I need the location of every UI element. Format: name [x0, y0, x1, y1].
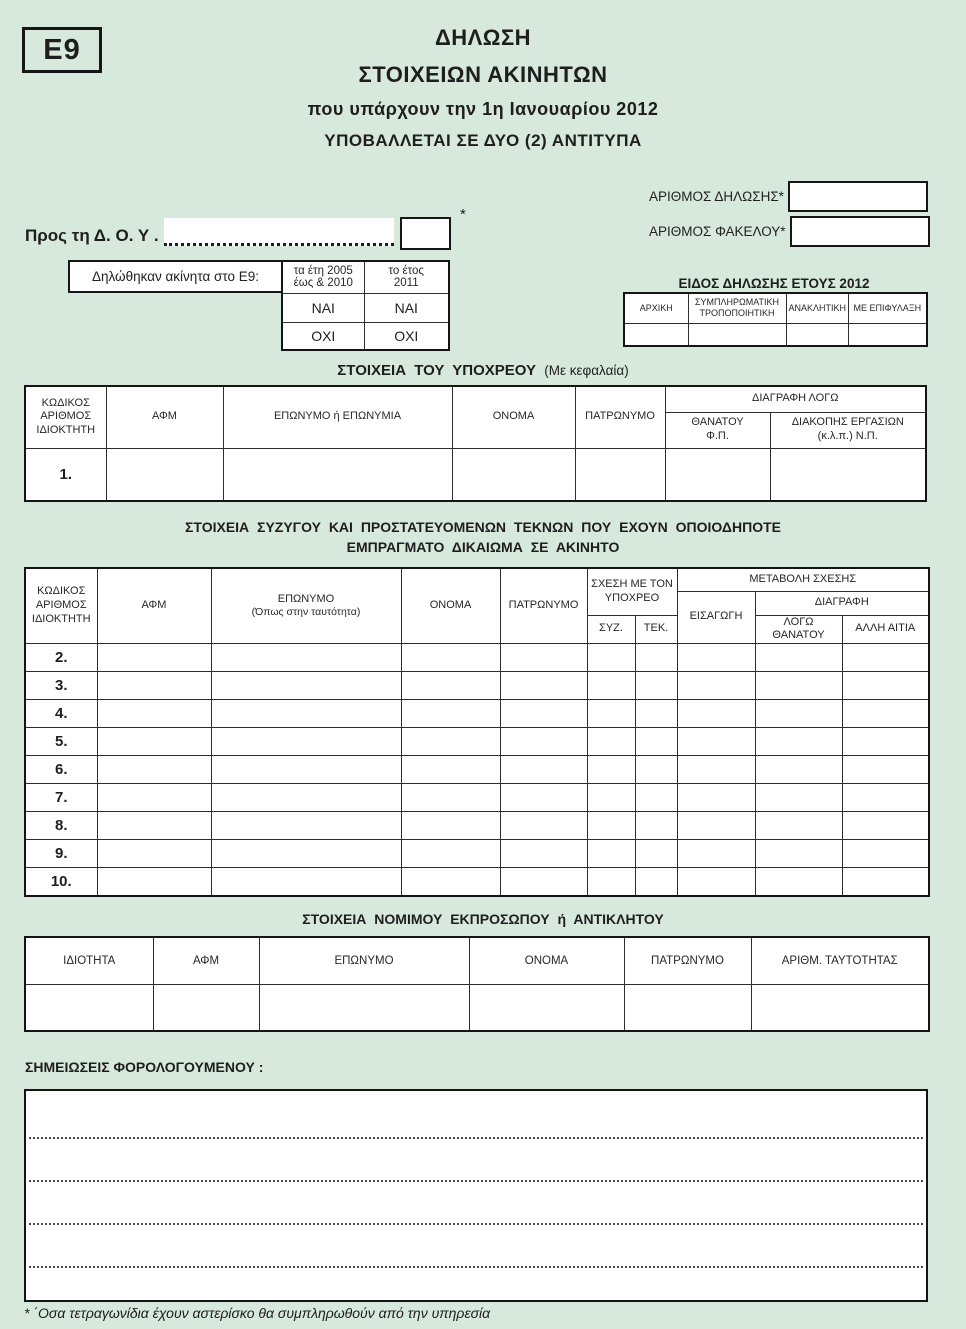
- row-number: 1.: [25, 448, 106, 501]
- empty-cell[interactable]: [755, 812, 842, 840]
- obligor-col-patronym: ΠΑΤΡΩΝΥΜΟ: [575, 386, 665, 448]
- declaration-number-row: [649, 181, 928, 212]
- spouse-col-relation: ΣΧΕΣΗ ΜΕ ΤΟΝ ΥΠΟΧΡΕΟ: [587, 568, 677, 615]
- empty-cell[interactable]: [587, 644, 635, 672]
- spouse-section-title-line2: ΕΜΠΡΑΓΜΑΤΟ ΔΙΚΑΙΩΜΑ ΣΕ ΑΚΙΝΗΤΟ: [346, 539, 620, 555]
- empty-cell[interactable]: [500, 784, 587, 812]
- empty-cell[interactable]: [587, 700, 635, 728]
- row-number: 9.: [25, 840, 97, 868]
- empty-cell[interactable]: [751, 984, 929, 1031]
- empty-cell[interactable]: [259, 984, 469, 1031]
- obligor-death-cell[interactable]: [665, 448, 770, 501]
- notes-write-line: [29, 1266, 923, 1268]
- empty-cell[interactable]: [401, 868, 500, 896]
- obligor-section-title: ΣΤΟΙΧΕΙΑ ΤΟΥ ΥΠΟΧΡΕΟΥ (Με κεφαλαία): [337, 362, 629, 379]
- empty-cell[interactable]: [401, 700, 500, 728]
- spouse-col-relation-change: ΜΕΤΑΒΟΛΗ ΣΧΕΣΗΣ: [677, 568, 929, 591]
- declared-e9-label: Δηλώθηκαν ακίνητα στο Ε9:: [68, 260, 283, 293]
- notes-write-line: [29, 1223, 923, 1225]
- spouse-col-patronym: ΠΑΤΡΩΝΥΜΟ: [500, 568, 587, 644]
- table-row: [25, 644, 929, 672]
- spouse-col-deletion: ΔΙΑΓΡΑΦΗ: [755, 591, 929, 615]
- obligor-col-name: ΟΝΟΜΑ: [452, 386, 575, 448]
- row-number: 4.: [25, 700, 97, 728]
- decltype-initial-cell[interactable]: [624, 323, 688, 346]
- doy-code-box[interactable]: [400, 217, 451, 250]
- empty-cell[interactable]: [677, 672, 755, 700]
- empty-cell[interactable]: [153, 984, 259, 1031]
- empty-cell[interactable]: [500, 868, 587, 896]
- empty-cell[interactable]: [97, 812, 211, 840]
- empty-cell[interactable]: [401, 728, 500, 756]
- table-row: [25, 672, 929, 700]
- empty-cell[interactable]: [635, 784, 677, 812]
- empty-cell[interactable]: [755, 840, 842, 868]
- empty-cell[interactable]: [97, 784, 211, 812]
- obligor-col-death: ΘΑΝΑΤΟΥ Φ.Π.: [665, 412, 770, 448]
- empty-cell[interactable]: [635, 840, 677, 868]
- table-row: [25, 784, 929, 812]
- decltype-revocatory-cell[interactable]: [786, 323, 849, 346]
- empty-cell[interactable]: [500, 840, 587, 868]
- declared-2005-yes-option[interactable]: ΝΑΙ: [282, 293, 364, 322]
- obligor-name-cell[interactable]: [452, 448, 575, 501]
- table-row: [25, 812, 929, 840]
- empty-cell[interactable]: [755, 672, 842, 700]
- empty-cell[interactable]: [587, 868, 635, 896]
- table-row: [25, 840, 929, 868]
- obligor-col-surname: ΕΠΩΝΥΜΟ ή ΕΠΩΝΥΜΙΑ: [223, 386, 452, 448]
- empty-cell[interactable]: [211, 868, 401, 896]
- doy-asterisk: *: [460, 206, 466, 223]
- rep-col-patronym: ΠΑΤΡΩΝΥΜΟ: [624, 937, 751, 984]
- empty-cell[interactable]: [842, 784, 929, 812]
- empty-cell[interactable]: [635, 644, 677, 672]
- empty-cell[interactable]: [635, 728, 677, 756]
- taxpayer-notes-area[interactable]: [24, 1089, 928, 1302]
- row-number: 3.: [25, 672, 97, 700]
- row-number: 7.: [25, 784, 97, 812]
- empty-cell[interactable]: [500, 812, 587, 840]
- doy-name-field[interactable]: [164, 218, 394, 246]
- empty-cell[interactable]: [624, 984, 751, 1031]
- empty-cell[interactable]: [97, 840, 211, 868]
- declared-2005-no-option[interactable]: ΟΧΙ: [282, 322, 364, 350]
- empty-cell[interactable]: [211, 840, 401, 868]
- empty-cell[interactable]: [500, 728, 587, 756]
- decltype-col-initial: ΑΡΧΙΚΗ: [624, 293, 688, 323]
- rep-col-surname: ΕΠΩΝΥΜΟ: [259, 937, 469, 984]
- empty-cell[interactable]: [211, 812, 401, 840]
- empty-cell[interactable]: [842, 812, 929, 840]
- declared-2011-yes-option[interactable]: ΝΑΙ: [364, 293, 449, 322]
- obligor-col-owner-code: ΚΩΔΙΚΟΣ ΑΡΙΘΜΟΣ ΙΔΙΟΚΤΗΤΗ: [25, 386, 106, 448]
- spouse-col-child: ΤΕΚ.: [635, 615, 677, 644]
- spouse-col-surname: ΕΠΩΝΥΜΟ (Όπως στην ταυτότητα): [211, 568, 401, 644]
- spouse-col-name: ΟΝΟΜΑ: [401, 568, 500, 644]
- notes-write-line: [29, 1180, 923, 1182]
- empty-cell[interactable]: [401, 756, 500, 784]
- empty-cell[interactable]: [587, 728, 635, 756]
- empty-cell[interactable]: [211, 672, 401, 700]
- empty-cell[interactable]: [211, 784, 401, 812]
- empty-cell[interactable]: [401, 784, 500, 812]
- form-title-line3: που υπάρχουν την 1η Ιανουαρίου 2012: [307, 99, 659, 119]
- empty-cell[interactable]: [97, 868, 211, 896]
- declaration-number-field[interactable]: [788, 181, 928, 212]
- rep-col-afm: ΑΦΜ: [153, 937, 259, 984]
- empty-cell[interactable]: [97, 644, 211, 672]
- empty-cell[interactable]: [842, 644, 929, 672]
- empty-cell[interactable]: [677, 728, 755, 756]
- empty-cell[interactable]: [635, 672, 677, 700]
- empty-cell[interactable]: [587, 840, 635, 868]
- empty-cell[interactable]: [211, 700, 401, 728]
- empty-cell[interactable]: [677, 644, 755, 672]
- empty-cell[interactable]: [635, 700, 677, 728]
- empty-cell[interactable]: [587, 812, 635, 840]
- empty-cell[interactable]: [401, 840, 500, 868]
- table-row: [25, 868, 929, 896]
- empty-cell[interactable]: [97, 756, 211, 784]
- spouse-col-owner-code: ΚΩΔΙΚΟΣ ΑΡΙΘΜΟΣ ΙΔΙΟΚΤΗΤΗ: [25, 568, 97, 644]
- empty-cell[interactable]: [635, 756, 677, 784]
- declared-e9-table: [281, 260, 450, 351]
- empty-cell[interactable]: [842, 868, 929, 896]
- empty-cell[interactable]: [211, 756, 401, 784]
- spouse-col-other-cause: ΑΛΛΗ ΑΙΤΙΑ: [842, 615, 929, 644]
- spouse-col-afm: ΑΦΜ: [97, 568, 211, 644]
- empty-cell[interactable]: [677, 700, 755, 728]
- obligor-row-1: [25, 448, 926, 501]
- obligor-business-stop-cell[interactable]: [770, 448, 926, 501]
- representative-table: [24, 936, 930, 1032]
- table-row: [25, 984, 929, 1031]
- empty-cell[interactable]: [97, 672, 211, 700]
- empty-cell[interactable]: [97, 728, 211, 756]
- empty-cell[interactable]: [211, 728, 401, 756]
- empty-cell[interactable]: [677, 784, 755, 812]
- empty-cell[interactable]: [755, 644, 842, 672]
- form-title-line1: ΔΗΛΩΣΗ: [434, 25, 532, 50]
- spouse-table: [24, 567, 930, 897]
- declared-e9-col-2011: το έτος 2011: [364, 261, 449, 293]
- row-number: 10.: [25, 868, 97, 896]
- doy-label: Προς τη Δ. Ο. Υ .: [25, 226, 159, 245]
- spouse-col-due-death: ΛΟΓΩ ΘΑΝΑΤΟΥ: [755, 615, 842, 644]
- file-number-label: ΑΡΙΘΜΟΣ ΦΑΚΕΛΟΥ*: [649, 224, 786, 239]
- empty-cell[interactable]: [635, 868, 677, 896]
- empty-cell[interactable]: [842, 728, 929, 756]
- empty-cell[interactable]: [500, 756, 587, 784]
- empty-cell[interactable]: [755, 784, 842, 812]
- rep-col-name: ΟΝΟΜΑ: [469, 937, 624, 984]
- representative-section-title: ΣΤΟΙΧΕΙΑ ΝΟΜΙΜΟΥ ΕΚΠΡΟΣΩΠΟΥ ή ΑΝΤΙΚΛΗΤΟΥ: [302, 911, 664, 927]
- file-number-row: [649, 216, 930, 247]
- table-row: [25, 700, 929, 728]
- empty-cell[interactable]: [677, 756, 755, 784]
- file-number-field[interactable]: [790, 216, 930, 247]
- spouse-col-entry: ΕΙΣΑΓΩΓΗ: [677, 591, 755, 644]
- obligor-col-business-stop: ΔΙΑΚΟΠΗΣ ΕΡΓΑΣΙΩΝ (κ.λ.π.) Ν.Π.: [770, 412, 926, 448]
- declaration-number-label: ΑΡΙΘΜΟΣ ΔΗΛΩΣΗΣ*: [649, 189, 784, 204]
- empty-cell[interactable]: [755, 728, 842, 756]
- asterisk-footnote: * ΄Οσα τετραγωνίδια έχουν αστερίσκο θα συμπληρωθούν από την υπηρεσία: [24, 1305, 491, 1321]
- empty-cell[interactable]: [401, 672, 500, 700]
- empty-cell[interactable]: [755, 868, 842, 896]
- empty-cell[interactable]: [755, 756, 842, 784]
- declared-2011-no-option[interactable]: ΟΧΙ: [364, 322, 449, 350]
- spouse-col-spouse: ΣΥΖ.: [587, 615, 635, 644]
- empty-cell[interactable]: [97, 700, 211, 728]
- empty-cell[interactable]: [842, 756, 929, 784]
- empty-cell[interactable]: [401, 644, 500, 672]
- notes-write-line: [29, 1137, 923, 1139]
- empty-cell[interactable]: [842, 840, 929, 868]
- decltype-supplementary-cell[interactable]: [688, 323, 786, 346]
- row-number: 8.: [25, 812, 97, 840]
- decltype-col-with-reservation: ΜΕ ΕΠΙΦΥΛΑΞΗ: [849, 293, 927, 323]
- rep-col-capacity: ΙΔΙΟΤΗΤΑ: [25, 937, 153, 984]
- empty-cell[interactable]: [500, 644, 587, 672]
- empty-cell[interactable]: [587, 672, 635, 700]
- empty-cell[interactable]: [469, 984, 624, 1031]
- declaration-type-title: ΕΙΔΟΣ ΔΗΛΩΣΗΣ ΕΤΟΥΣ 2012: [678, 276, 870, 291]
- table-row: [25, 756, 929, 784]
- empty-cell[interactable]: [677, 868, 755, 896]
- empty-cell[interactable]: [401, 812, 500, 840]
- spouse-col-surname-note: (Όπως στην ταυτότητα): [251, 606, 361, 619]
- form-code: E9: [43, 33, 81, 66]
- empty-cell[interactable]: [842, 672, 929, 700]
- declaration-type-table: [623, 292, 928, 347]
- empty-cell[interactable]: [842, 700, 929, 728]
- row-number: 5.: [25, 728, 97, 756]
- obligor-table: [24, 385, 927, 502]
- row-number: 6.: [25, 756, 97, 784]
- empty-cell[interactable]: [500, 700, 587, 728]
- obligor-surname-cell[interactable]: [223, 448, 452, 501]
- spouse-section-title-line1: ΣΤΟΙΧΕΙΑ ΣΥΖΥΓΟΥ ΚΑΙ ΠΡΟΣΤΑΤΕΥΟΜΕΝΩΝ ΤΕΚΝΩΝ ΠΟΥ ΕΧΟΥΝ ΟΠΟΙΟΔΗΠΟΤΕ: [185, 519, 781, 535]
- form-title-line2: ΣΤΟΙΧΕΙΩΝ ΑΚΙΝΗΤΩΝ: [358, 62, 608, 87]
- form-title-line4: ΥΠΟΒΑΛΛΕΤΑΙ ΣΕ ΔΥΟ (2) ΑΝΤΙΤΥΠΑ: [324, 131, 642, 150]
- empty-cell[interactable]: [587, 784, 635, 812]
- declared-e9-col-2005-2010: τα έτη 2005 έως & 2010: [282, 261, 364, 293]
- decltype-col-supplementary: ΣΥΜΠΛΗΡΩΜΑΤΙΚΗ ΤΡΟΠΟΠΟΙΗΤΙΚΗ: [688, 293, 786, 323]
- empty-cell[interactable]: [635, 812, 677, 840]
- rep-col-id-number: ΑΡΙΘΜ. ΤΑΥΤΟΤΗΤΑΣ: [751, 937, 929, 984]
- obligor-col-afm: ΑΦΜ: [106, 386, 223, 448]
- taxpayer-notes-label: ΣΗΜΕΙΩΣΕΙΣ ΦΟΡΟΛΟΓΟΥΜΕΝΟΥ :: [25, 1059, 264, 1075]
- obligor-col-deletion-due: ΔΙΑΓΡΑΦΗ ΛΟΓΩ: [665, 386, 926, 412]
- empty-cell[interactable]: [755, 700, 842, 728]
- empty-cell[interactable]: [677, 812, 755, 840]
- empty-cell[interactable]: [587, 756, 635, 784]
- table-row: [25, 728, 929, 756]
- row-number: 2.: [25, 644, 97, 672]
- empty-cell[interactable]: [211, 644, 401, 672]
- obligor-patronym-cell[interactable]: [575, 448, 665, 501]
- decltype-reservation-cell[interactable]: [849, 323, 927, 346]
- obligor-afm-cell[interactable]: [106, 448, 223, 501]
- empty-cell[interactable]: [25, 984, 153, 1031]
- obligor-section-title-note: (Με κεφαλαία): [544, 363, 629, 378]
- empty-cell[interactable]: [677, 840, 755, 868]
- decltype-col-revocatory: ΑΝΑΚΛΗΤΙΚΗ: [786, 293, 849, 323]
- empty-cell[interactable]: [500, 672, 587, 700]
